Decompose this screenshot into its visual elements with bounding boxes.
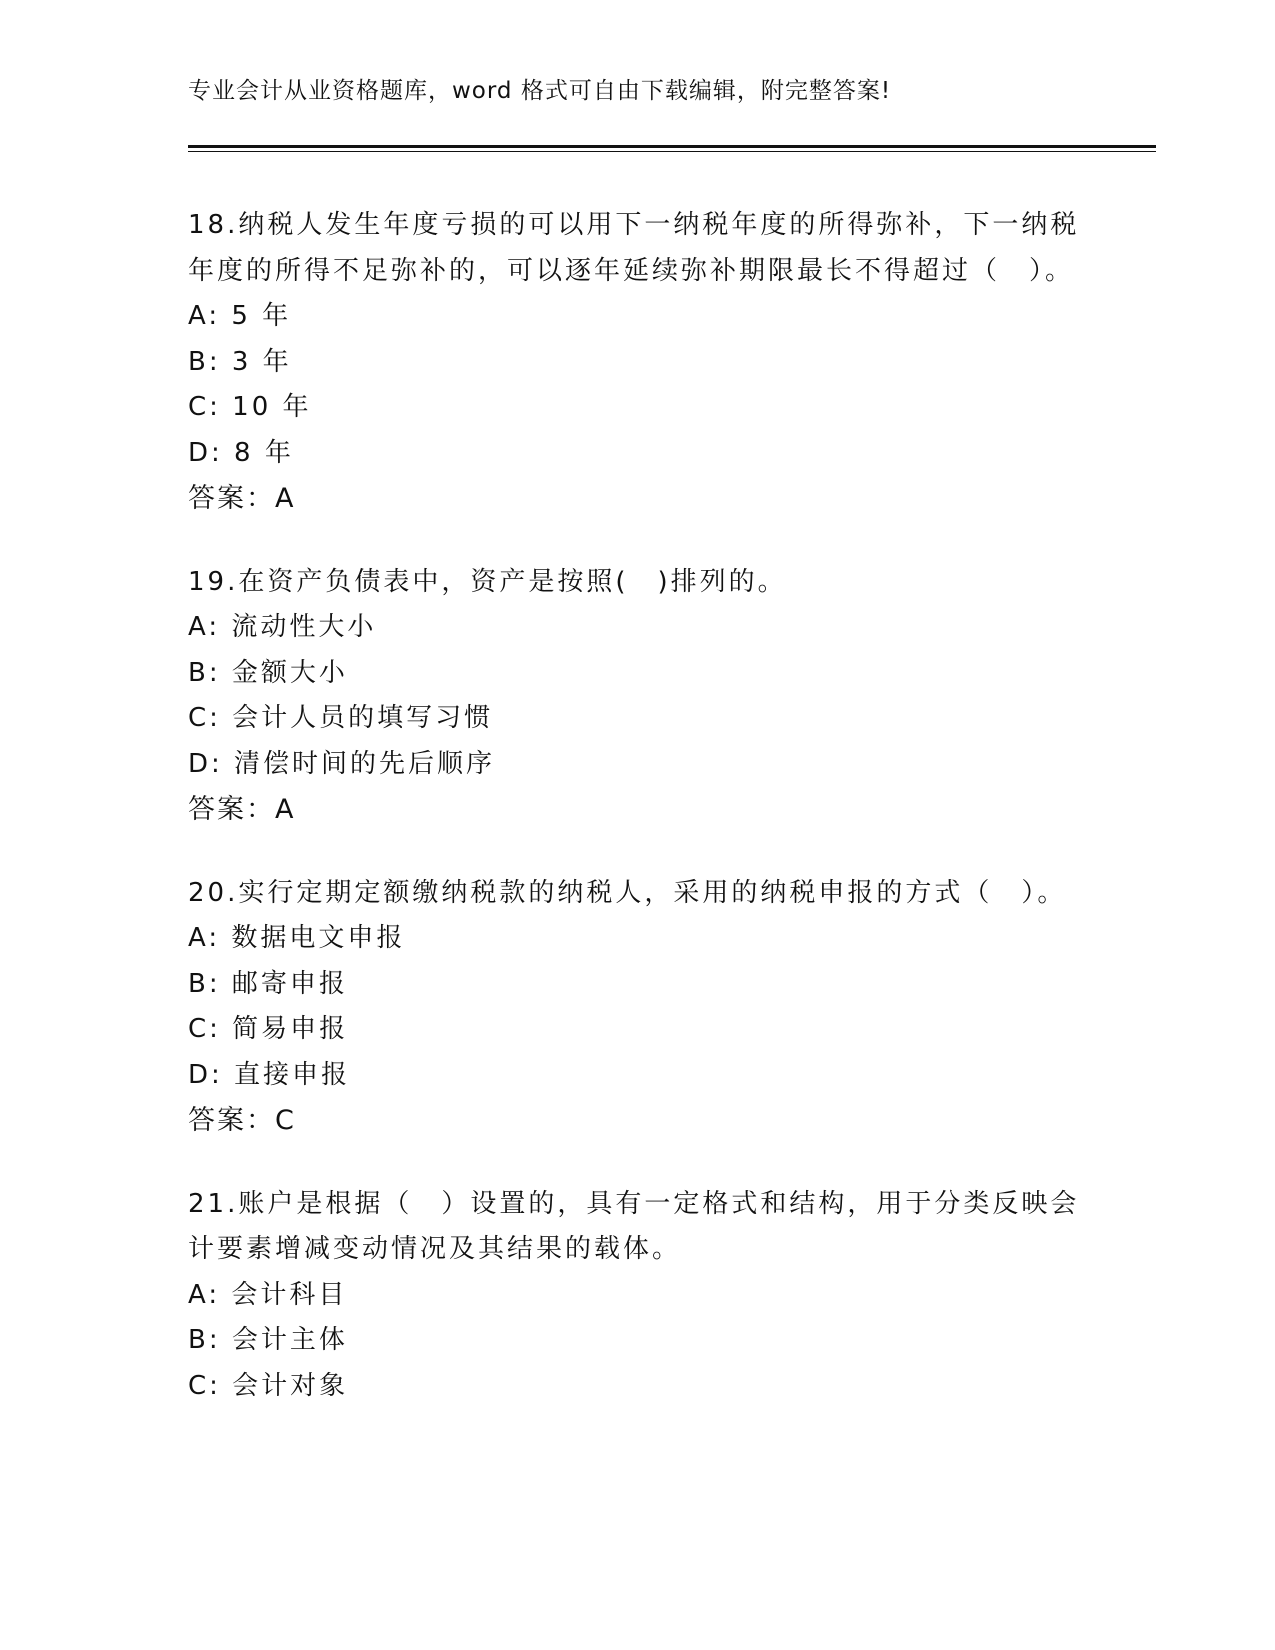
answer-line: 答案：C: [188, 1105, 296, 1136]
question-18: [188, 203, 1088, 522]
header-divider-thick: [188, 145, 1156, 148]
question-20: [188, 871, 1088, 1144]
option-a: A: 会计科目: [188, 1279, 348, 1310]
option-a: A: 流动性大小: [188, 612, 377, 642]
question-21: [188, 1182, 1088, 1410]
option-b: B: 3 年: [188, 346, 292, 377]
option-c: C: 会计对象: [188, 1370, 349, 1401]
question-stem: 21.账户是根据（ ）设置的，具有一定格式和结构，用于分类反映会计要素增减变动情况及其结果的载体。: [188, 1188, 1080, 1264]
option-a: A: 数据电文申报: [188, 923, 406, 953]
question-stem: 18.纳税人发生年度亏损的可以用下一纳税年度的所得弥补，下一纳税年度的所得不足弥补的，可以逐年延续弥补期限最长不得超过（ ）。: [188, 210, 1080, 286]
option-c: C: 会计人员的填写习惯: [188, 703, 494, 733]
option-c: C: 10 年: [188, 392, 312, 422]
question-stem: 20.实行定期定额缴纳税款的纳税人，采用的纳税申报的方式（ ）。: [188, 877, 1067, 908]
page-header-text: 专业会计从业资格题库，word 格式可自由下载编辑，附完整答案!: [188, 78, 892, 104]
option-b: B: 会计主体: [188, 1325, 348, 1355]
option-c: C: 简易申报: [188, 1014, 349, 1044]
header-divider-thin: [188, 151, 1156, 152]
option-a: A: 5 年: [188, 301, 292, 331]
question-list: [188, 203, 1088, 1447]
answer-line: 答案：A: [188, 483, 296, 514]
option-d: D: 直接申报: [188, 1059, 351, 1090]
option-d: D: 8 年: [188, 437, 294, 468]
option-b: B: 金额大小: [188, 657, 348, 688]
option-b: B: 邮寄申报: [188, 968, 348, 999]
answer-line: 答案：A: [188, 794, 296, 825]
question-stem: 19.在资产负债表中，资产是按照( )排列的。: [188, 566, 787, 597]
option-d: D: 清偿时间的先后顺序: [188, 748, 496, 779]
question-19: [188, 560, 1088, 833]
